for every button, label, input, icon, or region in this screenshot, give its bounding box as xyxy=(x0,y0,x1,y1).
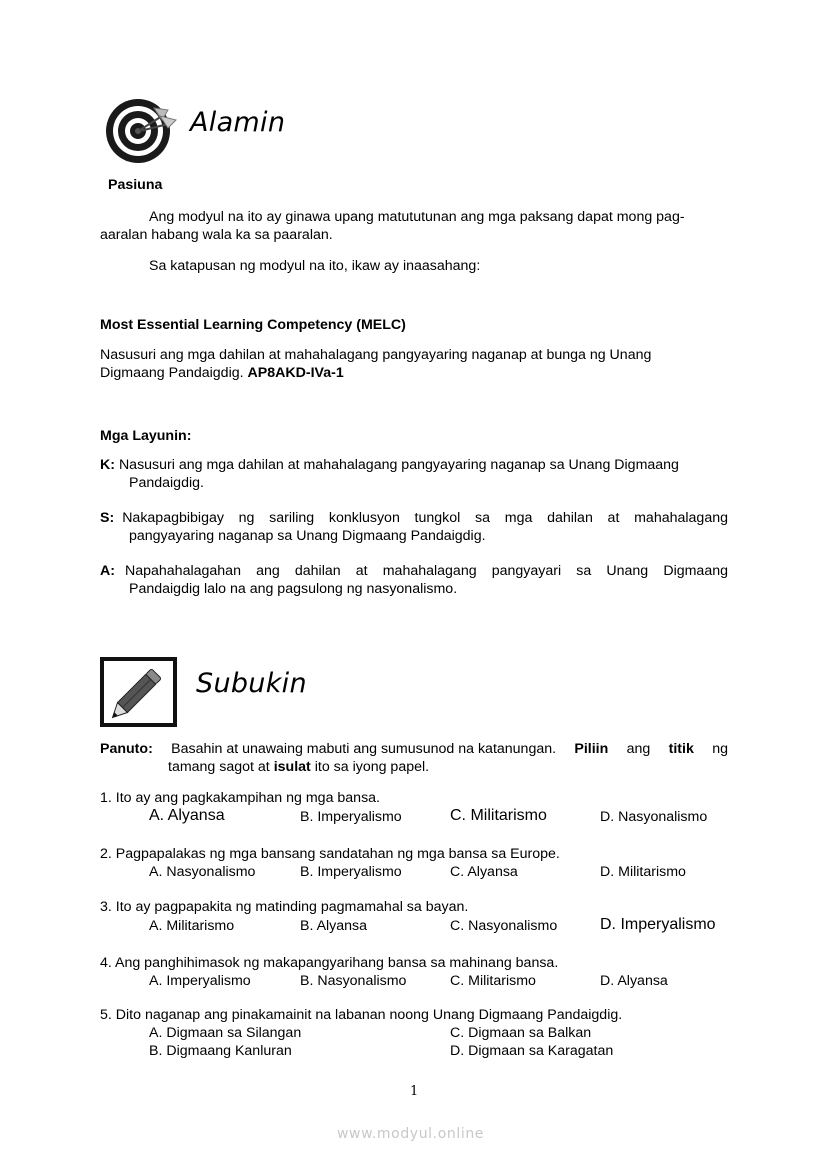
choice-a: A. Digmaan sa Silangan xyxy=(149,1025,302,1041)
choice-b: B. Imperyalismo xyxy=(300,809,402,825)
choice-b: B. Nasyonalismo xyxy=(300,973,407,989)
panuto-text: Basahin at unawaing mabuti ang sumusunod na katanungan. xyxy=(171,741,557,757)
question-4 xyxy=(100,954,740,992)
question-3 xyxy=(100,898,740,936)
choice-c: C. Alyansa xyxy=(450,864,518,880)
panuto-label: Panuto: xyxy=(100,741,153,757)
question-text: 5. Dito naganap ang pinakamainit na labanan noong Unang Digmaang Pandaigdig. xyxy=(100,1007,623,1023)
pencil-icon xyxy=(100,657,177,727)
subukin-title: Subukin xyxy=(196,668,307,699)
question-5 xyxy=(100,1006,740,1060)
panuto-text: ang xyxy=(626,741,651,757)
panuto-instruction xyxy=(100,740,728,776)
melc-text-tail: Digmaang Pandaigdig. xyxy=(100,365,244,381)
choice-b: B. Digmaang Kanluran xyxy=(149,1043,292,1059)
objective-text-cont: Pandaigdig. xyxy=(129,475,204,491)
objective-k xyxy=(100,456,728,492)
choice-d: D. Imperyalismo xyxy=(600,916,716,933)
melc-heading: Most Essential Learning Competency (MELC) xyxy=(100,317,406,333)
objective-text-cont: pangyayaring naganap sa Unang Digmaang Pandaigdig. xyxy=(129,528,486,544)
panuto-emphasis: isulat xyxy=(273,759,311,775)
question-text: 1. Ito ay ang pagkakampihan ng mga bansa. xyxy=(100,790,381,806)
choice-c: C. Nasyonalismo xyxy=(450,918,558,934)
question-2 xyxy=(100,845,740,883)
watermark: www.modyul.online xyxy=(337,1126,485,1142)
choice-c: C. Militarismo xyxy=(450,973,536,989)
question-text: 4. Ang panghihimasok ng makapangyarihang bansa sa mahinang bansa. xyxy=(100,955,559,971)
melc-text-line2 xyxy=(100,364,344,382)
objective-a xyxy=(100,562,728,598)
melc-text-line1: Nasusuri ang mga dahilan at mahahalagang pangyayaring naganap at bunga ng Unang xyxy=(100,347,652,363)
intro-expectation: Sa katapusan ng modyul na ito, ikaw ay inaasahang: xyxy=(149,258,481,274)
choice-c: C. Digmaan sa Balkan xyxy=(450,1025,592,1041)
choice-d: D. Nasyonalismo xyxy=(600,809,708,825)
panuto-text: ito sa iyong papel. xyxy=(314,759,430,775)
choice-a: A. Militarismo xyxy=(149,918,235,934)
choice-d: D. Militarismo xyxy=(600,864,686,880)
panuto-emphasis: Piliin xyxy=(574,741,609,757)
question-1 xyxy=(100,789,740,827)
pasiuna-heading: Pasiuna xyxy=(108,177,163,193)
objective-s xyxy=(100,509,728,545)
panuto-text: tamang sagot at xyxy=(168,759,270,775)
objective-text: Nakapagbibigay ng sariling konklusyon tungkol sa mga dahilan at mahahalagang xyxy=(122,510,728,526)
question-text: 2. Pagpapalakas ng mga bansang sandatahan ng mga bansa sa Europe. xyxy=(100,846,560,862)
target-dart-icon xyxy=(102,98,180,164)
choice-c: C. Militarismo xyxy=(450,807,547,824)
choice-d: D. Digmaan sa Karagatan xyxy=(450,1043,614,1059)
melc-code: AP8AKD-IVa-1 xyxy=(247,365,344,381)
choice-b: B. Imperyalismo xyxy=(300,864,402,880)
choice-a: A. Alyansa xyxy=(149,807,225,824)
objective-label: S: xyxy=(100,510,115,526)
objective-text-cont: Pandaigdig lalo na ang pagsulong ng nasyonalismo. xyxy=(129,581,458,597)
layunin-heading: Mga Layunin: xyxy=(100,428,192,444)
alamin-title: Alamin xyxy=(190,107,286,138)
objective-text: Napahahalagahan ang dahilan at mahahalagang pangyayari sa Unang Digmaang xyxy=(124,563,728,579)
choice-d: D. Alyansa xyxy=(600,973,668,989)
page-number: 1 xyxy=(410,1084,419,1099)
intro-paragraph-line2: aaralan habang wala ka sa paaralan. xyxy=(100,227,333,243)
question-text: 3. Ito ay pagpapakita ng matinding pagmamahal sa bayan. xyxy=(100,899,469,915)
panuto-text: ng xyxy=(712,741,728,757)
choice-b: B. Alyansa xyxy=(300,918,368,934)
objective-label: A: xyxy=(100,563,115,579)
intro-paragraph-line1: Ang modyul na ito ay ginawa upang matututunan ang mga paksang dapat mong pag- xyxy=(149,209,685,225)
choice-a: A. Imperyalismo xyxy=(149,973,251,989)
objective-label: K: xyxy=(100,457,115,473)
objective-text: Nasusuri ang mga dahilan at mahahalagang pangyayaring naganap sa Unang Digmaang xyxy=(118,457,679,473)
choice-a: A. Nasyonalismo xyxy=(149,864,256,880)
panuto-emphasis: titik xyxy=(668,741,694,757)
